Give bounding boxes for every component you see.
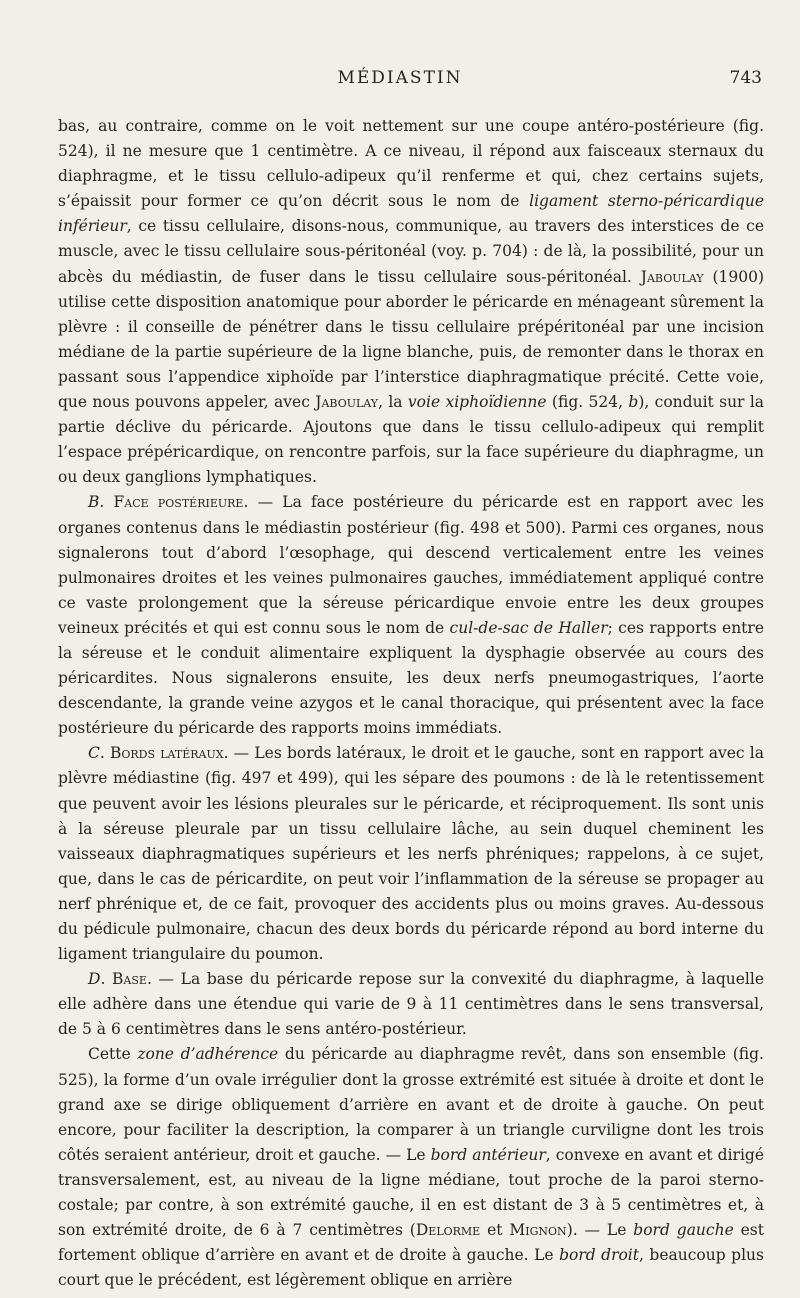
italic-term: voie xiphoïdienne xyxy=(407,393,547,412)
page-number: 743 xyxy=(729,68,762,88)
italic-term: bord antérieur xyxy=(430,1145,546,1164)
body-text xyxy=(58,114,764,1293)
text-run: ; ces rapports entre la séreuse et le conduit alimentaire expliquent la dysphagie observée au cours des péricardites. Nous signalerons ensuite, les deux nerfs pneumogastriques, l’aorte descendante, la grande veine azygos et le canal thoracique, qui présentent avec la face postérieure du péricarde des rapports moins immédiats. xyxy=(58,618,764,738)
text-run: (fig. 524, xyxy=(546,393,629,412)
text-run: . — La base du péricarde repose sur la convexité du diaphragme, à laquelle elle adhère dans une étendue qui varie de 9 à 11 centimètres dans le sens transversal, de 5 à 6 centimètres dans le sens antéro-postérieur. xyxy=(58,970,764,1039)
author-name: Delorme xyxy=(415,1221,481,1240)
text-run: (1900) utilise cette disposition anatomique pour aborder le péricarde en ménageant sûrement la plèvre : il conseille de pénétrer dans le tissu cellulaire prépéritonéal par une incision médiane de la partie supérieure de la ligne blanche, puis, de remonter dans le thorax en passant sous l’appendice xiphoïde par l’interstice diaphragmatique précité. Cette voie, que nous pouvons appeler, avec xyxy=(58,267,764,412)
section-heading: Face postérieure xyxy=(113,493,244,512)
text-run: . xyxy=(100,970,113,989)
text-run: . — La face postérieure du péricarde est en rapport avec les organes contenus dans le médiastin postérieur (fig. 498 et 500). Parmi ces organes, nous signalerons tout d’abord l’œsophage, qui descend verticalement entre les veines pulmonaires droites et les veines pulmonaires gauches, immédiatement appliqué contre ce vaste prolongement que la séreuse péricardique envoie entre les deux groupes veineux précités et qui est connu sous le nom de xyxy=(58,493,764,637)
italic-term: cul-de-sac de Haller xyxy=(449,618,608,637)
text-run: ). — Le xyxy=(566,1221,634,1240)
text-run: ), conduit sur la partie déclive du péricarde. Ajoutons que dans le tissu cellulo-adipeux qui remplit l’espace prépéricardique, on rencontre parfois, sur la face supérieure du diaphragme, un ou deux ganglions lymphatiques. xyxy=(58,393,765,487)
paragraph-continuation xyxy=(58,114,764,490)
section-heading: Base xyxy=(112,970,147,989)
text-run: bas, au contraire, comme on le voit nettement sur une coupe antéro-postérieure (fig. 524), il ne mesure que 1 centimètre. A ce niveau, il répond aux faisceaux sternaux du diaphragme, et le tissu cellulo-adipeux qu’il renferme et qui, chez certains sujets, s’épaissit pour former ce qu’on décrit sous le nom de xyxy=(58,117,764,211)
running-title: MÉDIASTIN xyxy=(337,68,463,88)
italic-term: b xyxy=(628,393,639,412)
text-run: , beaucoup plus court que le précédent, est légèrement oblique en arrière xyxy=(58,1246,764,1290)
italic-term: bord droit xyxy=(559,1246,639,1265)
paragraph-zone-adherence xyxy=(58,1042,764,1293)
italic-term: zone d’adhérence xyxy=(137,1045,279,1064)
italic-term: bord gauche xyxy=(633,1221,734,1240)
text-run: du péricarde au diaphragme revêt, dans son ensemble (fig. 525), la forme d’un ovale irrégulier dont la grosse extrémité est située à droite et dont le grand axe se dirige obliquement d’arrière en avant et de droite à gauche. On peut encore, pour faciliter la description, la comparer à un triangle curviligne dont les trois côtés seraient antérieur, droit et gauche. — Le xyxy=(58,1045,764,1164)
author-name: Mignon xyxy=(509,1221,567,1240)
italic-term: ligament sterno-péricardique inférieur xyxy=(58,192,764,236)
text-run: , ce tissu cellulaire, disons-nous, communique, au travers des interstices de ce muscle, avec le tissu cellulaire sous-péritonéal (voy. p. 704) : de là, la possibilité, pour un abcès du médiastin, de fuser dans le tissu cellulaire sous-péritonéal. xyxy=(58,217,764,286)
text-run: et xyxy=(480,1221,510,1240)
section-heading: Bords latéraux xyxy=(109,744,224,763)
running-head xyxy=(0,68,800,92)
text-run: . xyxy=(99,744,110,763)
text-run: est fortement oblique d’arrière en avant et de droite à gauche. Le xyxy=(58,1221,764,1265)
author-name: Jaboulay xyxy=(315,393,379,412)
text-run: , la xyxy=(378,393,408,412)
section-base xyxy=(58,967,764,1042)
author-name: Jaboulay xyxy=(640,267,704,286)
text-run: , convexe en avant et dirigé transversalement, est, au niveau de la ligne médiane, tout proche de la paroi sterno-costale; par contre, à son extrémité gauche, il en est distant de 3 à 5 centimètres et, à son extrémité droite, de 6 à 7 centimètres ( xyxy=(58,1145,765,1240)
text-run: Cette xyxy=(88,1045,138,1064)
text-run: . xyxy=(99,493,114,512)
text-run: . — Les bords latéraux, le droit et le gauche, sont en rapport avec la plèvre médiastine (fig. 497 et 499), qui les sépare des poumons : de là le retentissement que peuvent avoir les lésions pleurales sur le péricarde, et réciproquement. Ils sont unis à la séreuse pleurale par un tissu cellulaire lâche, au sein duquel cheminent les vaisseaux diaphragmatiques supérieurs et les nerfs phréniques; rappelons, à ce sujet, que, dans le cas de péricardite, on peut voir l’inflammation de la séreuse se propager au nerf phrénique et, de ce fait, provoquer des accidents plus ou moins graves. Au-dessous du pédicule pulmonaire, chacun des deux bords du péricarde répond au bord interne du ligament triangulaire du poumon. xyxy=(58,744,764,964)
section-letter: D xyxy=(88,970,101,989)
section-bords-lateraux xyxy=(58,741,764,967)
section-letter: B xyxy=(88,493,100,512)
section-face-posterieure xyxy=(58,490,764,741)
section-letter: C xyxy=(88,744,100,763)
